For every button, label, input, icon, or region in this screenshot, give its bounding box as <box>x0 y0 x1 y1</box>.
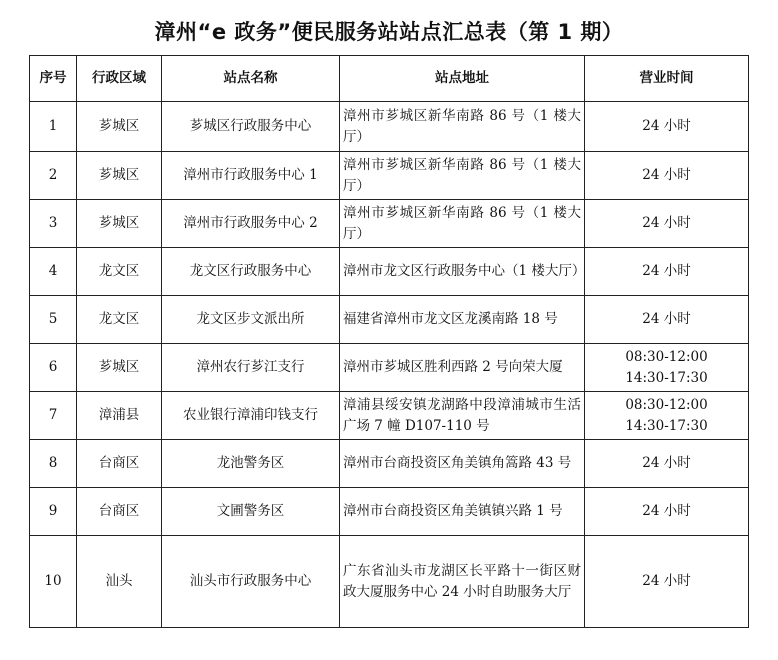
cell-region: 芗城区 <box>77 200 162 248</box>
cell-hours: 24 小时 <box>585 200 749 248</box>
cell-region: 芗城区 <box>77 102 162 152</box>
cell-name: 龙文区行政服务中心 <box>162 248 340 296</box>
table-row <box>30 440 749 488</box>
cell-name: 农业银行漳浦印钱支行 <box>162 392 340 440</box>
cell-no: 9 <box>30 488 77 536</box>
cell-address: 福建省漳州市龙文区龙溪南路 18 号 <box>340 296 585 344</box>
cell-name: 文圃警务区 <box>162 488 340 536</box>
cell-name: 汕头市行政服务中心 <box>162 536 340 628</box>
cell-name: 龙池警务区 <box>162 440 340 488</box>
cell-address: 漳州市芗城区新华南路 86 号（1 楼大厅） <box>340 152 585 200</box>
cell-no: 10 <box>30 536 77 628</box>
cell-no: 5 <box>30 296 77 344</box>
cell-region: 漳浦县 <box>77 392 162 440</box>
cell-no: 1 <box>30 102 77 152</box>
page-title: 漳州“e 政务”便民服务站站点汇总表（第 1 期） <box>154 20 624 44</box>
header-region: 行政区域 <box>77 56 162 102</box>
table-body <box>30 102 749 628</box>
table-row <box>30 152 749 200</box>
cell-hours: 24 小时 <box>585 152 749 200</box>
cell-region: 台商区 <box>77 488 162 536</box>
cell-name: 漳州农行芗江支行 <box>162 344 340 392</box>
cell-name: 漳州市行政服务中心 2 <box>162 200 340 248</box>
cell-address: 漳州市芗城区新华南路 86 号（1 楼大厅） <box>340 102 585 152</box>
cell-address: 漳浦县绥安镇龙湖路中段漳浦城市生活广场 7 幢 D107-110 号 <box>340 392 585 440</box>
cell-hours: 24 小时 <box>585 102 749 152</box>
table-row <box>30 392 749 440</box>
cell-hours: 08:30-12:00 14:30-17:30 <box>585 344 749 392</box>
cell-no: 2 <box>30 152 77 200</box>
cell-no: 3 <box>30 200 77 248</box>
cell-address: 漳州市台商投资区角美镇镇兴路 1 号 <box>340 488 585 536</box>
cell-no: 6 <box>30 344 77 392</box>
cell-address: 广东省汕头市龙湖区长平路十一街区财政大厦服务中心 24 小时自助服务大厅 <box>340 536 585 628</box>
table-row <box>30 488 749 536</box>
table-row <box>30 296 749 344</box>
table-row <box>30 344 749 392</box>
cell-address: 漳州市台商投资区角美镇角篙路 43 号 <box>340 440 585 488</box>
cell-address: 漳州市芗城区新华南路 86 号（1 楼大厅） <box>340 200 585 248</box>
cell-address: 漳州市龙文区行政服务中心（1 楼大厅） <box>340 248 585 296</box>
cell-no: 8 <box>30 440 77 488</box>
header-row <box>30 56 749 102</box>
cell-hours: 24 小时 <box>585 248 749 296</box>
cell-region: 汕头 <box>77 536 162 628</box>
cell-name: 芗城区行政服务中心 <box>162 102 340 152</box>
cell-region: 芗城区 <box>77 152 162 200</box>
cell-region: 芗城区 <box>77 344 162 392</box>
cell-hours: 24 小时 <box>585 440 749 488</box>
station-table <box>29 55 749 628</box>
cell-region: 龙文区 <box>77 248 162 296</box>
table-row <box>30 536 749 628</box>
table-row <box>30 102 749 152</box>
table-row <box>30 248 749 296</box>
header-address: 站点地址 <box>340 56 585 102</box>
cell-hours: 24 小时 <box>585 488 749 536</box>
table-row <box>30 200 749 248</box>
cell-region: 台商区 <box>77 440 162 488</box>
cell-hours: 08:30-12:00 14:30-17:30 <box>585 392 749 440</box>
cell-region: 龙文区 <box>77 296 162 344</box>
cell-address: 漳州市芗城区胜利西路 2 号向荣大厦 <box>340 344 585 392</box>
cell-no: 7 <box>30 392 77 440</box>
cell-name: 漳州市行政服务中心 1 <box>162 152 340 200</box>
cell-no: 4 <box>30 248 77 296</box>
cell-hours: 24 小时 <box>585 536 749 628</box>
header-name: 站点名称 <box>162 56 340 102</box>
cell-name: 龙文区步文派出所 <box>162 296 340 344</box>
cell-hours: 24 小时 <box>585 296 749 344</box>
header-no: 序号 <box>30 56 77 102</box>
header-hours: 营业时间 <box>585 56 749 102</box>
